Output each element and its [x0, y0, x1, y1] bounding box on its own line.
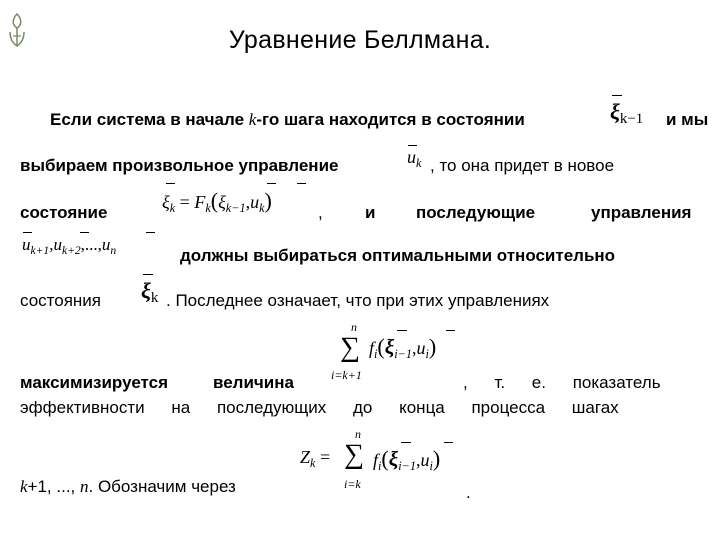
line6-value: величина: [213, 373, 294, 392]
line5-text: . Последнее означает, что при этих управлениях: [166, 291, 550, 310]
line8-text: k+1, ..., n. Обозначим через: [20, 477, 236, 496]
line6-end: , т. е. показатель: [463, 373, 661, 392]
sum2-upper: n: [355, 427, 361, 441]
future-controls: $u_{k+1},u_{k+2},...,u_n$: [22, 235, 117, 257]
line3-following: последующие: [416, 203, 536, 222]
line1-text: Если система в начале k-го шага находится в состоянии: [50, 110, 525, 129]
sum2-sigma: ∑: [344, 439, 364, 470]
sum1-upper: n: [351, 320, 357, 334]
sum2-lower: i=k: [344, 477, 361, 491]
line5-states: состояния: [20, 291, 101, 310]
state-equation: $\xi_k = F_k(\xi_{k-1},u_k)$: [162, 188, 272, 215]
line1-end: и мы: [666, 110, 709, 129]
line2-text: выбираем произвольное управление: [20, 156, 339, 175]
z-k: $Z_k$ =: [300, 447, 331, 470]
line6-max: максимизируется: [20, 373, 169, 392]
line2-end: , то она придет в новое: [430, 156, 615, 175]
sum1-term: $f_i(\xi_{i-1},u_i)$: [369, 334, 437, 361]
sum2-term: $f_i(\xi_{i-1},u_i)$: [373, 446, 441, 473]
sum1-lower: i=k+1: [331, 368, 362, 382]
xi-k: $\xi_k$: [141, 278, 159, 306]
u-k: $u_k$: [407, 147, 422, 170]
slide-title: Уравнение Беллмана.: [228, 26, 492, 54]
line3-state: состояние: [20, 203, 108, 222]
line7-text: эффективности на последующих до конца процесса шагах: [20, 398, 619, 417]
line3-and: и: [365, 203, 376, 222]
line3-comma: ,: [318, 203, 323, 222]
xi-k-minus-1: $\xi_{k-1}$: [610, 99, 644, 127]
sum1-sigma: ∑: [340, 332, 360, 363]
line4-text: должны выбираться оптимальными относительно: [180, 246, 616, 265]
line8-end: .: [466, 483, 471, 502]
line3-controls: управления: [591, 203, 692, 222]
